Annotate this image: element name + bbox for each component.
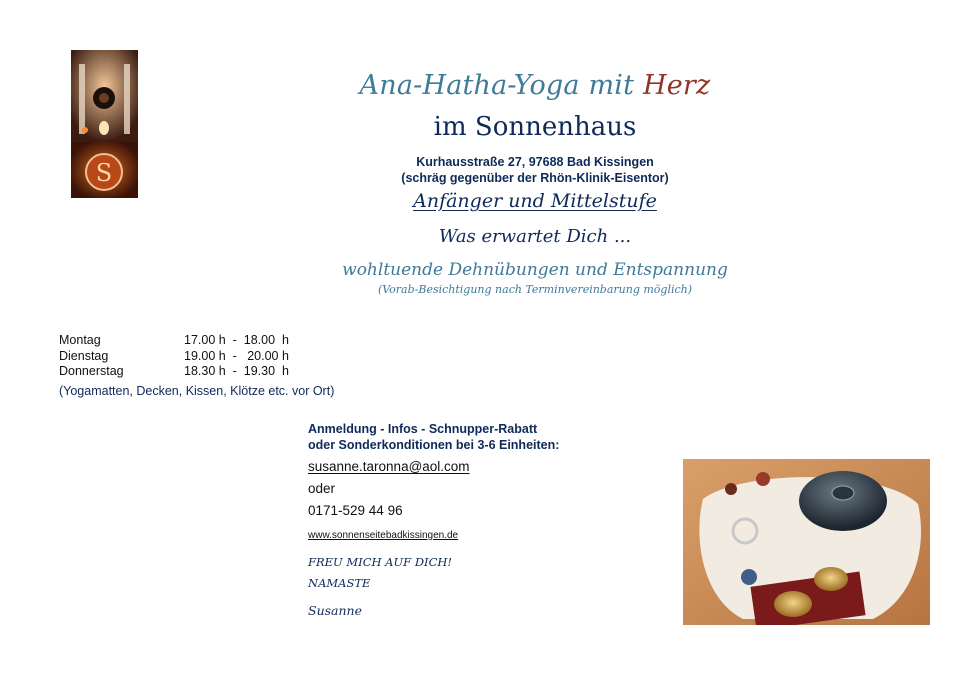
title-accent: Herz [642,70,711,101]
website-link[interactable]: www.sonnenseitebadkissingen.de [308,530,459,541]
registration-info [308,421,559,453]
equipment-note: (Yogamatten, Decken, Kissen, Klötze etc. vor Ort) [59,384,335,398]
svg-text:S: S [95,159,113,187]
title-main: Ana-Hatha-Yoga mit [359,70,643,101]
level-heading [300,190,770,212]
page-subtitle: im Sonnenhaus [433,112,637,142]
schedule-row [59,349,289,365]
address-line-1: Kurhausstraße 27, 97688 Bad Kissingen [416,155,654,169]
schedule-time: 18.30 h - 19.30 h [184,364,289,378]
address-line-2: (schräg gegenüber der Rhön-Klinik-Eisentor) [401,171,669,185]
schedule-day: Donnerstag [59,364,124,378]
signature: Susanne [308,603,362,618]
benefit-text: wohltuende Dehnübungen und Entspannung [342,260,728,280]
schedule-day: Dienstag [59,348,109,363]
benefit-note: (Vorab-Besichtigung nach Terminvereinbarung möglich) [377,283,693,296]
schedule-row [59,364,289,380]
registration-line-2: oder Sonderkonditionen bei 3-6 Einheiten: [308,438,560,452]
schedule [59,333,289,380]
schedule-row [59,333,289,349]
registration-line-1: Anmeldung - Infos - Schnupper-Rabatt [308,422,538,436]
schedule-time: 19.00 h - 20.00 h [184,348,289,363]
schedule-day: Montag [59,333,101,347]
instruments-photo [683,459,930,625]
greeting-line-2: NAMASTE [308,576,371,590]
studio-photo [71,50,138,198]
page-title [300,70,770,101]
expect-heading: Was erwartet Dich ... [438,226,632,247]
schedule-time: 17.00 h - 18.00 h [184,333,289,347]
email-link[interactable]: susanne.taronna@aol.com [308,459,470,474]
level-text: Anfänger und Mittelstufe [413,190,657,212]
phone-number: 0171-529 44 96 [308,503,403,518]
greeting-line-1: FREU MICH AUF DICH! [308,555,453,569]
address [300,154,770,186]
or-text: oder [308,481,336,496]
